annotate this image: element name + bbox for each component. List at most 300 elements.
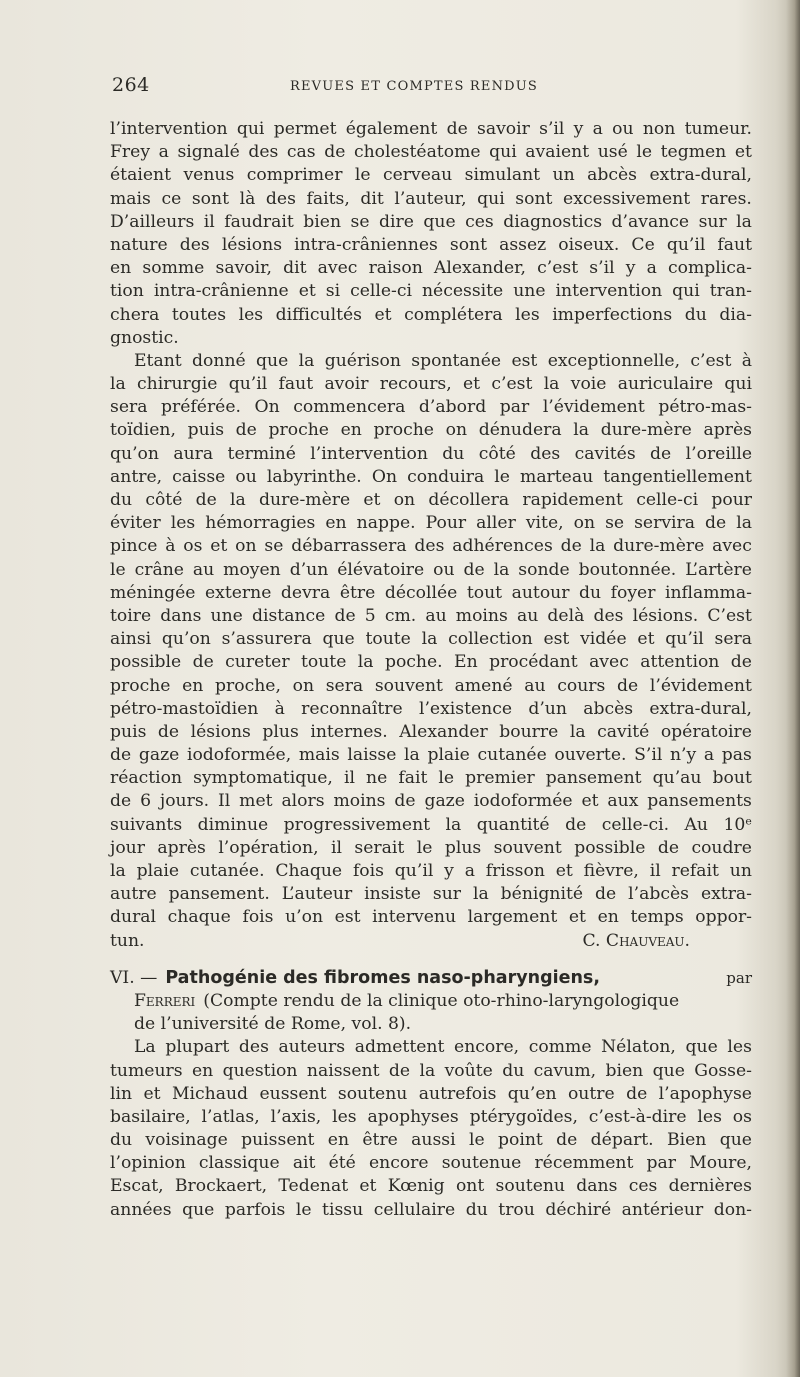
word: guérison — [324, 350, 401, 371]
word: l’existence — [418, 698, 513, 719]
word: des — [530, 443, 561, 464]
line-text — [110, 304, 752, 327]
word: pince — [110, 536, 158, 557]
word: naissent — [306, 1060, 380, 1081]
word: encore — [368, 1153, 429, 1174]
word: venus — [183, 165, 235, 186]
word: abcès — [587, 165, 637, 186]
word: bourre — [499, 721, 559, 742]
line-text — [110, 141, 752, 164]
word: savoir — [477, 119, 530, 139]
word: insiste — [364, 884, 421, 905]
word: excessivement — [563, 188, 691, 209]
word: encore, — [454, 1037, 520, 1058]
word: la — [298, 350, 315, 371]
line-text — [110, 814, 752, 837]
word: côté — [478, 443, 516, 464]
word: extra- — [700, 884, 752, 905]
paragraph-line — [110, 651, 752, 674]
word: et — [637, 629, 655, 650]
word: il — [203, 211, 215, 232]
word: pas — [721, 745, 752, 766]
word: dans — [160, 605, 202, 626]
word: iodoformée — [473, 791, 573, 812]
word: bout — [712, 768, 752, 789]
word: cutanée — [477, 745, 547, 766]
word: S’il — [634, 745, 663, 766]
word: la — [357, 652, 374, 673]
word: comme — [528, 1037, 592, 1058]
line-text — [110, 698, 752, 721]
word: il — [649, 861, 661, 881]
word: qu’on — [161, 629, 211, 650]
word: Ce — [631, 234, 655, 255]
word: débarrassera — [291, 536, 407, 557]
word: il — [330, 837, 342, 858]
line-text — [110, 721, 752, 744]
line-text — [110, 1129, 752, 1152]
word: du — [442, 443, 465, 464]
word: On — [371, 466, 398, 487]
paragraph-line — [110, 419, 752, 442]
word: du — [110, 490, 133, 510]
word: tangentiellement — [603, 466, 752, 487]
line-text — [110, 1083, 752, 1106]
word: puissent — [241, 1130, 315, 1151]
word: Alexander — [399, 721, 488, 742]
word: et — [568, 907, 586, 928]
word: 10ᵉ — [723, 814, 752, 835]
word: autre — [110, 884, 157, 905]
word: intra-crânienne — [153, 281, 289, 302]
word: qu’on — [110, 443, 159, 464]
word: pour — [711, 490, 752, 510]
word: de — [235, 420, 257, 441]
word: diminue — [197, 814, 269, 835]
word: plaie — [427, 745, 470, 766]
word: une — [513, 281, 546, 302]
word: proche, — [215, 675, 281, 696]
line-text — [110, 582, 752, 605]
word: antérieur — [621, 1199, 704, 1220]
line-text — [110, 512, 752, 535]
word: cours — [557, 675, 606, 696]
word: collection — [448, 629, 533, 650]
word: chirurgie — [137, 374, 218, 395]
word: tumeur. — [684, 119, 752, 139]
word: méningée — [110, 582, 196, 603]
word: été — [328, 1153, 356, 1174]
word: conduira — [407, 466, 485, 487]
word: admettent — [354, 1037, 445, 1058]
word: de — [730, 652, 752, 673]
word: du — [110, 1130, 133, 1151]
word: toute — [365, 629, 411, 650]
section-by: par — [726, 968, 752, 987]
word: par — [499, 397, 530, 418]
word: jours. — [159, 791, 210, 812]
section-heading — [110, 967, 752, 990]
word: il — [343, 768, 355, 789]
word: extra-dural, — [649, 165, 752, 186]
word: les — [238, 304, 264, 325]
word: externe — [204, 582, 272, 603]
paragraph-line — [110, 327, 752, 350]
word: cavum, — [533, 1060, 597, 1081]
word: puis — [110, 721, 147, 742]
word: éviter — [110, 513, 161, 534]
word: ne — [366, 768, 388, 789]
paragraph-line — [110, 1060, 752, 1083]
word: de — [388, 1060, 411, 1081]
word: y — [573, 119, 584, 139]
word: Gosse- — [694, 1060, 752, 1081]
word: cellulaire — [373, 1199, 456, 1220]
word: faut — [717, 234, 752, 255]
word: symptomatique, — [193, 768, 333, 789]
word: 5 — [364, 605, 376, 626]
word: hémorragies — [205, 513, 316, 534]
word: proche — [110, 675, 171, 696]
word: frisson — [485, 861, 545, 881]
line-text — [110, 489, 752, 512]
paragraph-line — [110, 211, 752, 234]
word: dit — [360, 188, 384, 209]
word: un — [729, 861, 752, 881]
paragraph-line — [110, 304, 752, 327]
word: à — [274, 698, 285, 719]
word: cureter — [225, 652, 290, 673]
word: sont — [191, 188, 229, 209]
paragraph-line — [110, 118, 752, 141]
word: difficultés — [275, 304, 362, 325]
word: rares. — [700, 188, 752, 209]
word: faudrait — [224, 211, 294, 232]
word: avaient — [525, 142, 590, 163]
word: auriculaire — [617, 374, 714, 395]
paragraph-line — [110, 767, 752, 790]
word: les — [697, 1106, 722, 1127]
word: la — [736, 513, 752, 534]
line-text — [110, 906, 752, 929]
word: pansements — [647, 791, 752, 812]
word: apophyses — [367, 1106, 459, 1127]
word: proche — [373, 420, 434, 441]
word: faits, — [306, 188, 350, 209]
word: de — [463, 559, 485, 580]
word: voie — [570, 374, 607, 395]
word: fois — [242, 907, 274, 928]
word: cerveau — [383, 165, 453, 186]
word: en — [191, 1060, 214, 1081]
word: Pour — [425, 513, 467, 534]
word: foyer — [610, 582, 656, 603]
word: La — [134, 1037, 156, 1058]
word: amené — [454, 675, 513, 696]
word: intervention — [555, 281, 663, 302]
paragraph-line — [110, 396, 752, 419]
word: serait — [354, 837, 405, 858]
line-text — [110, 628, 752, 651]
word: de — [705, 513, 727, 534]
line-text — [110, 860, 752, 883]
word: la — [493, 559, 510, 580]
word: quantité — [476, 814, 550, 835]
word: à — [741, 350, 752, 371]
word: de — [657, 837, 679, 858]
word: chaque — [167, 907, 231, 928]
word: toire — [110, 605, 152, 626]
word: en — [340, 420, 362, 441]
word: avoir — [324, 374, 369, 395]
word: raison — [368, 258, 423, 279]
word: que — [423, 211, 456, 232]
word: L’auteur — [281, 884, 353, 905]
word: qu’il — [228, 374, 268, 395]
word: la — [445, 814, 462, 835]
word: lésions — [190, 721, 251, 742]
word: distance — [251, 605, 326, 626]
word: de — [556, 1130, 578, 1151]
line-text — [134, 1036, 752, 1059]
word: Michaud — [171, 1083, 249, 1104]
word: l’évidement — [649, 675, 752, 696]
word: après — [703, 420, 752, 441]
word: a — [464, 861, 475, 881]
word: met — [239, 791, 273, 812]
word: donné — [192, 350, 246, 371]
word: la — [230, 490, 246, 510]
section-author: Ferreri — [134, 990, 196, 1011]
word: soutenu — [337, 1083, 408, 1104]
word: vidée — [580, 629, 627, 650]
line-text: gnostic. — [110, 327, 179, 348]
word: 6 — [140, 791, 151, 812]
word: largement — [467, 907, 558, 928]
word: coudre — [691, 837, 752, 858]
word: se — [264, 536, 284, 557]
paragraph-line — [110, 234, 752, 257]
word: inflamma- — [664, 582, 752, 603]
word: premier — [465, 768, 535, 789]
word: poche. — [384, 652, 443, 673]
line-text — [110, 257, 752, 280]
word: caisse — [172, 466, 226, 487]
word: dure-mère — [259, 490, 351, 510]
paragraph-line — [110, 489, 752, 512]
word: moins — [333, 791, 386, 812]
word: oppor- — [695, 907, 752, 928]
word: soutenue — [441, 1153, 522, 1174]
word: le — [416, 837, 433, 858]
word: Bien — [666, 1130, 707, 1151]
word: des — [248, 142, 279, 163]
word: d’un — [289, 559, 329, 580]
word: la — [569, 721, 586, 742]
word: la — [110, 861, 126, 881]
paragraph-line — [110, 164, 752, 187]
word: Etant — [134, 350, 182, 371]
word: permet — [273, 119, 337, 139]
word: le — [636, 142, 653, 163]
word: ce — [161, 188, 182, 209]
line-text — [110, 651, 752, 674]
word: qui — [477, 188, 505, 209]
word: de — [626, 1083, 648, 1104]
word: plus — [262, 721, 299, 742]
word: reconnaître — [301, 698, 403, 719]
word: qu’au — [652, 768, 702, 789]
word: commencera — [293, 397, 406, 418]
line-text — [134, 350, 752, 373]
word: pansement. — [168, 884, 270, 905]
word: Escat, — [110, 1176, 164, 1197]
word: oiseux. — [558, 234, 620, 255]
word: souvent — [374, 675, 443, 696]
word: savoir, — [215, 258, 272, 279]
paragraph-line — [110, 814, 752, 837]
running-head: REVUES ET COMPTES RENDUS — [290, 79, 539, 94]
word: aux — [607, 791, 639, 812]
word: ou — [235, 466, 257, 487]
word: simulant — [464, 165, 541, 186]
word: temps — [630, 907, 684, 928]
word: intra-crâniennes — [294, 234, 438, 255]
word: en — [597, 907, 619, 928]
word: suivants — [110, 814, 183, 835]
word: là — [239, 188, 256, 209]
word: et — [359, 1176, 377, 1197]
word: Frey — [110, 142, 151, 163]
word: d’abord — [418, 397, 487, 418]
word: trou — [498, 1199, 535, 1220]
word: et — [734, 142, 752, 163]
word: dernières — [668, 1176, 752, 1197]
word: en — [325, 513, 347, 534]
word: y — [444, 861, 454, 881]
word: on — [445, 420, 468, 441]
word: intervenu — [372, 907, 457, 928]
source-text: de l’université de Rome, vol. 8). — [134, 1014, 412, 1035]
line-text — [110, 118, 752, 141]
word: iodoformée, — [186, 745, 292, 766]
word: la — [589, 536, 606, 557]
word: tran- — [709, 281, 752, 302]
word: outre — [567, 1083, 615, 1104]
word: tout — [466, 582, 503, 603]
word: et — [363, 490, 381, 510]
word: question — [222, 1060, 298, 1081]
word: qu’il — [665, 629, 704, 650]
word: de — [560, 536, 582, 557]
word: Tedenat — [278, 1176, 349, 1197]
word: et — [298, 281, 316, 302]
word: et — [463, 374, 481, 395]
word: l’apophyse — [658, 1083, 752, 1104]
word: eussent — [259, 1083, 327, 1104]
word: En — [454, 652, 478, 673]
word: ou — [612, 119, 634, 139]
line-text — [110, 419, 752, 442]
word: c’est — [690, 350, 732, 371]
word: les — [170, 513, 196, 534]
word: de — [617, 675, 639, 696]
word: sur — [698, 211, 727, 232]
word: jour — [110, 837, 145, 858]
word: servira — [634, 513, 695, 534]
word: devra — [280, 582, 331, 603]
word: refait — [671, 861, 719, 881]
word: parfois — [224, 1199, 286, 1220]
word: plupart — [165, 1037, 230, 1058]
review-1-last-line — [110, 930, 752, 953]
word: à — [165, 536, 176, 557]
word: que — [322, 629, 355, 650]
word: ces — [628, 1176, 658, 1197]
word: aller — [476, 513, 516, 534]
word: possible — [574, 837, 646, 858]
word: en — [327, 1130, 350, 1151]
word: la — [573, 420, 590, 441]
word: avec — [589, 652, 629, 673]
word: Il — [218, 791, 231, 812]
line-text — [110, 234, 752, 257]
word: dure-mère — [613, 536, 705, 557]
word: une — [210, 605, 243, 626]
paragraph-line — [110, 698, 752, 721]
word: mais — [298, 745, 340, 766]
paragraph-line — [110, 443, 752, 466]
word: et — [143, 1083, 161, 1104]
word: d’un — [528, 698, 567, 719]
word: terminé — [227, 443, 296, 464]
word: qui — [672, 281, 700, 302]
word: les — [515, 304, 540, 325]
word: souvent — [493, 837, 562, 858]
word: internes. — [310, 721, 388, 742]
word: Brockaert, — [174, 1176, 268, 1197]
paragraph-line — [110, 141, 752, 164]
word: ait — [292, 1153, 316, 1174]
word: lin — [110, 1083, 133, 1104]
word: boutonnée. — [578, 559, 677, 580]
word: sera — [110, 397, 148, 418]
word: être — [362, 1130, 398, 1151]
word: Moure, — [689, 1153, 752, 1174]
paragraph-line — [110, 628, 752, 651]
word: classique — [198, 1153, 280, 1174]
section-number: VI. — — [110, 967, 158, 988]
word: des — [179, 234, 210, 255]
word: pansement — [545, 768, 642, 789]
word: si — [325, 281, 341, 302]
word: décollera — [428, 490, 510, 510]
word: s’il — [589, 258, 615, 279]
line-text — [110, 396, 752, 419]
line-text — [110, 767, 752, 790]
paragraph-line — [110, 373, 752, 396]
word: auteurs — [278, 1037, 346, 1058]
word: a — [703, 745, 715, 766]
word: C’est — [707, 605, 752, 626]
word: Kœnig — [387, 1176, 445, 1197]
word: dire — [379, 211, 414, 232]
word: du — [502, 1060, 525, 1081]
page-header — [112, 74, 752, 98]
word: antre, — [110, 466, 163, 487]
line-text — [110, 164, 752, 187]
line-text — [110, 1175, 752, 1198]
